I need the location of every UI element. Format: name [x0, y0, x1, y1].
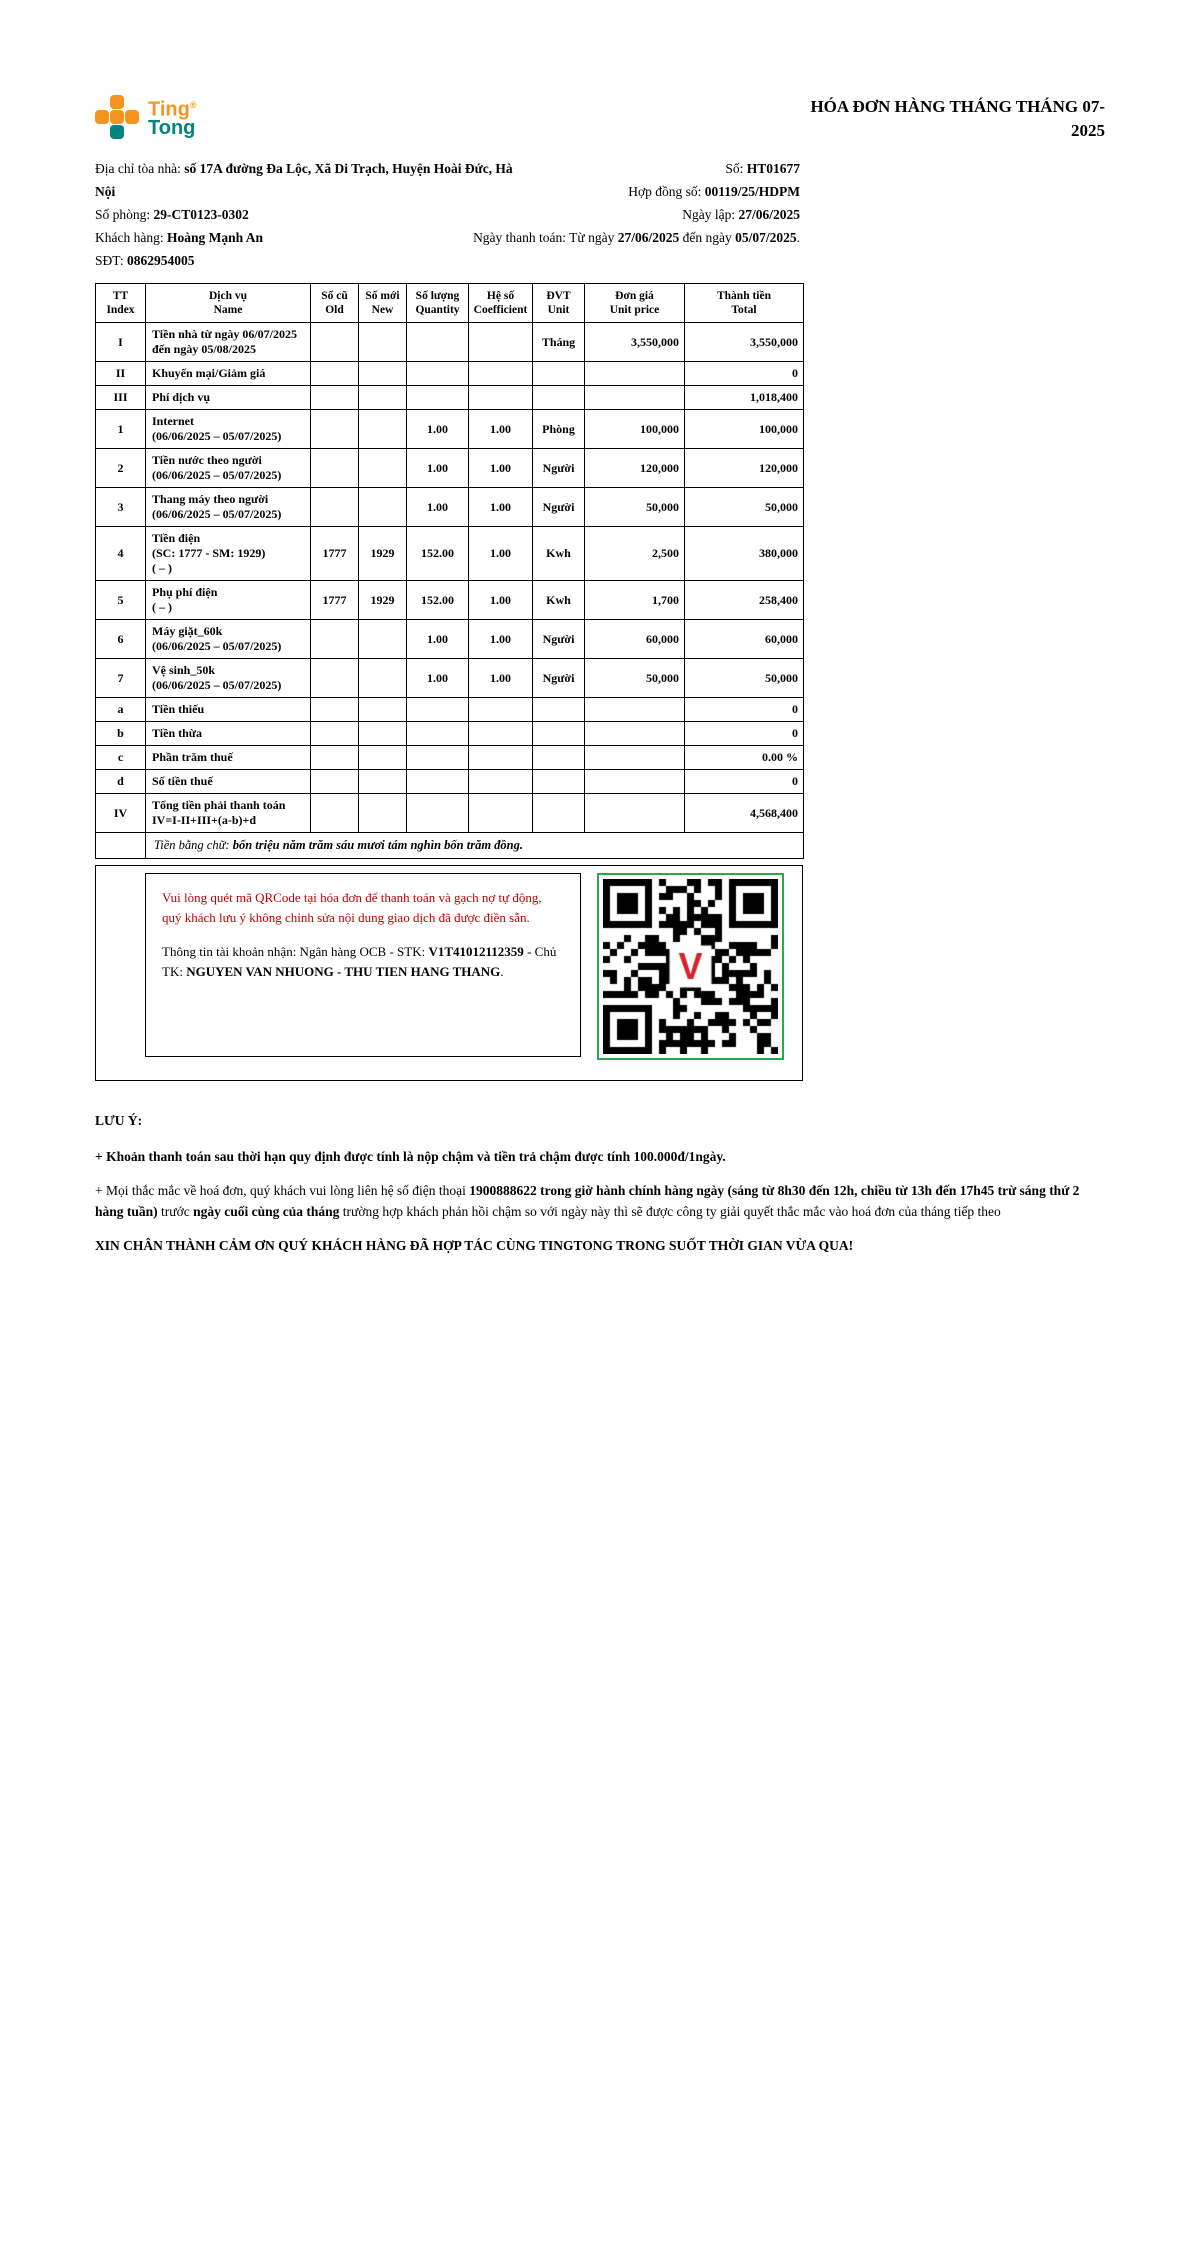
logo-text	[148, 96, 197, 139]
payment-section	[95, 865, 803, 1081]
invoice-title-line1: HÓA ĐƠN HÀNG THÁNG THÁNG 07-	[810, 97, 1105, 116]
cell-coef	[469, 323, 533, 362]
note-paragraph	[95, 1180, 1105, 1222]
column-header: Dịch vụ Name	[146, 284, 311, 323]
text-segment: trước	[157, 1204, 194, 1219]
cell-qty	[407, 794, 469, 833]
cell-name: Tiền điện (SC: 1777 - SM: 1929) ( – )	[146, 527, 311, 581]
cell-unit	[533, 362, 585, 386]
cell-new	[359, 386, 407, 410]
cell-qty	[407, 362, 469, 386]
column-header: Số cũ Old	[311, 284, 359, 323]
amount-in-words-row	[96, 833, 804, 859]
text-segment: Khách hàng:	[95, 230, 167, 245]
table-row	[96, 488, 804, 527]
cell-new	[359, 722, 407, 746]
charges-table	[95, 283, 804, 859]
table-row	[96, 410, 804, 449]
notes-heading: LƯU Ý:	[95, 1113, 143, 1128]
cell-qty: 152.00	[407, 527, 469, 581]
cell-new: 1929	[359, 581, 407, 620]
cell-qty: 152.00	[407, 581, 469, 620]
cell-unit: Phòng	[533, 410, 585, 449]
cell-old	[311, 620, 359, 659]
table-row	[96, 362, 804, 386]
cell-index: 2	[96, 449, 146, 488]
amount-in-words-value: bốn triệu năm trăm sáu mươi tám nghìn bốn trăm đồng.	[232, 838, 524, 852]
text-segment: Hoàng Mạnh An	[166, 230, 264, 245]
qr-code	[603, 879, 778, 1054]
note-paragraph	[95, 1235, 1105, 1256]
logo-ting-label: Ting	[148, 98, 190, 121]
cell-total: 0	[685, 770, 804, 794]
cell-name: Internet (06/06/2025 – 05/07/2025)	[146, 410, 311, 449]
table-row	[96, 794, 804, 833]
cell-price: 1,700	[585, 581, 685, 620]
cell-unit: Kwh	[533, 581, 585, 620]
cell-total: 0	[685, 698, 804, 722]
note-paragraph	[95, 1146, 1105, 1167]
cell-name: Phụ phí điện ( – )	[146, 581, 311, 620]
cell-name: Tiền thiếu	[146, 698, 311, 722]
page-header	[95, 95, 1105, 143]
cell-qty: 1.00	[407, 449, 469, 488]
text-segment: trường hợp khách phản hồi chậm so với ngày này thì sẽ được công ty giải quyết thắc mắc vào hoá đơn của tháng tiếp theo	[339, 1204, 1001, 1219]
cell-coef: 1.00	[469, 410, 533, 449]
cell-qty	[407, 746, 469, 770]
table-row	[96, 620, 804, 659]
cell-unit: Người	[533, 488, 585, 527]
cell-price: 60,000	[585, 620, 685, 659]
cell-old	[311, 488, 359, 527]
cell-unit: Người	[533, 449, 585, 488]
cell-unit: Người	[533, 659, 585, 698]
cell-unit	[533, 794, 585, 833]
text-segment: + Khoản thanh toán sau thời hạn quy định được tính là nộp chậm và tiền trả chậm được tính 100.000đ/1ngày.	[95, 1149, 726, 1164]
cell-index: 4	[96, 527, 146, 581]
cell-qty	[407, 386, 469, 410]
table-row	[96, 386, 804, 410]
cell-price	[585, 722, 685, 746]
cell-coef	[469, 746, 533, 770]
cell-new	[359, 362, 407, 386]
cell-total: 4,568,400	[685, 794, 804, 833]
cell-new	[359, 410, 407, 449]
amount-in-words	[146, 833, 804, 859]
payment-account-text	[162, 942, 564, 982]
table-row	[96, 659, 804, 698]
cell-price	[585, 770, 685, 794]
cell-name: Phí dịch vụ	[146, 386, 311, 410]
cell-index: III	[96, 386, 146, 410]
cell-new: 1929	[359, 527, 407, 581]
cell-new	[359, 488, 407, 527]
text-segment: Thông tin tài khoản nhận: Ngân hàng OCB - STK:	[162, 944, 429, 959]
cell-name: Thang máy theo người (06/06/2025 – 05/07/2025)	[146, 488, 311, 527]
cell-new	[359, 794, 407, 833]
table-row	[96, 770, 804, 794]
cell-old	[311, 698, 359, 722]
logo-square	[125, 110, 139, 124]
cell-price	[585, 746, 685, 770]
cell-qty	[407, 698, 469, 722]
cell-price: 3,550,000	[585, 323, 685, 362]
cell-price: 100,000	[585, 410, 685, 449]
cell-name: Tiền thừa	[146, 722, 311, 746]
text-segment: số 17A đường Đa Lộc, Xã Di Trạch, Huyện Hoài Đức, Hà Nội	[95, 161, 513, 199]
cell-name: Máy giặt_60k (06/06/2025 – 05/07/2025)	[146, 620, 311, 659]
text-segment: Ngày thanh toán: Từ ngày	[473, 230, 618, 245]
amount-in-words-label: Tiền bằng chữ:	[154, 838, 233, 852]
cell-total: 0	[685, 722, 804, 746]
cell-unit: Tháng	[533, 323, 585, 362]
tingtong-plus-icon	[95, 95, 139, 139]
text-segment: đến ngày	[679, 230, 736, 245]
table-row	[96, 527, 804, 581]
info-line	[95, 203, 525, 226]
cell-price	[585, 386, 685, 410]
cell-total: 60,000	[685, 620, 804, 659]
cell-old	[311, 659, 359, 698]
meta-line	[473, 157, 800, 180]
cell-index: 6	[96, 620, 146, 659]
meta-line	[473, 203, 800, 226]
info-line	[95, 226, 525, 249]
info-line	[95, 249, 525, 272]
cell-price: 50,000	[585, 488, 685, 527]
cell-qty	[407, 770, 469, 794]
cell-unit: Người	[533, 620, 585, 659]
cell-name: Tiền nước theo người (06/06/2025 – 05/07/2025)	[146, 449, 311, 488]
cell-old	[311, 386, 359, 410]
text-segment: V1T41012112359	[428, 944, 524, 959]
text-segment: Ngày lập:	[682, 207, 739, 222]
table-header-row	[96, 284, 804, 323]
cell-unit	[533, 746, 585, 770]
cell-index: IV	[96, 794, 146, 833]
cell-total: 0.00 %	[685, 746, 804, 770]
logo-square	[110, 110, 124, 124]
invoice-title	[810, 95, 1105, 143]
cell-total: 100,000	[685, 410, 804, 449]
column-header: TT Index	[96, 284, 146, 323]
payment-instructions-box	[145, 873, 581, 1057]
cell-new	[359, 659, 407, 698]
text-segment: 1900888622 trong giờ hành chính hàng ngày (sáng từ 8h30 đến 12h, chiều từ 13h đến 17h45 trừ sáng thứ 2 hàng tuần)	[95, 1183, 1080, 1219]
text-segment: Số:	[725, 161, 747, 176]
cell-index: c	[96, 746, 146, 770]
cell-old	[311, 722, 359, 746]
cell-price	[585, 698, 685, 722]
cell-coef	[469, 770, 533, 794]
text-segment: .	[500, 964, 504, 979]
cell-old	[311, 410, 359, 449]
logo-word-tong: Tong	[148, 117, 196, 140]
cell-coef: 1.00	[469, 620, 533, 659]
cell-coef	[469, 386, 533, 410]
cell-old: 1777	[311, 581, 359, 620]
logo-square	[110, 95, 124, 109]
cell-qty	[407, 722, 469, 746]
cell-index: a	[96, 698, 146, 722]
cell-new	[359, 746, 407, 770]
cell-index: 3	[96, 488, 146, 527]
text-segment: SĐT:	[95, 253, 127, 268]
cell-index: 7	[96, 659, 146, 698]
text-segment: HT01677	[746, 161, 800, 176]
column-header: Đơn giá Unit price	[585, 284, 685, 323]
cell-name: Phần trăm thuế	[146, 746, 311, 770]
cell-price: 120,000	[585, 449, 685, 488]
table-row	[96, 722, 804, 746]
cell-name: Khuyến mại/Giảm giá	[146, 362, 311, 386]
cell-qty: 1.00	[407, 410, 469, 449]
cell-coef	[469, 362, 533, 386]
payment-warning-text: Vui lòng quét mã QRCode tại hóa đơn để thanh toán và gạch nợ tự động, quý khách lưu ý không chỉnh sửa nội dung giao dịch đã được điền sẵn.	[162, 890, 542, 925]
table-row	[96, 698, 804, 722]
text-segment: NGUYEN VAN NHUONG - THU TIEN HANG THANG	[186, 964, 501, 979]
tingtong-logo	[95, 95, 197, 139]
cell-new	[359, 449, 407, 488]
customer-info-block	[95, 157, 525, 272]
invoice-info	[95, 157, 1105, 275]
cell-index: b	[96, 722, 146, 746]
cell-total: 258,400	[685, 581, 804, 620]
cell-price	[585, 794, 685, 833]
text-segment: Địa chỉ tòa nhà:	[95, 161, 185, 176]
cell-unit	[533, 386, 585, 410]
cell-qty: 1.00	[407, 488, 469, 527]
invoice-title-line2: 2025	[1071, 121, 1105, 140]
cell-price: 50,000	[585, 659, 685, 698]
notes-list	[95, 1146, 1105, 1256]
text-segment: 29-CT0123-0302	[153, 207, 249, 222]
cell-old	[311, 794, 359, 833]
cell-index: 1	[96, 410, 146, 449]
table-body	[96, 323, 804, 833]
cell-new	[359, 770, 407, 794]
cell-name: Tiền nhà từ ngày 06/07/2025 đến ngày 05/08/2025	[146, 323, 311, 362]
cell-unit	[533, 698, 585, 722]
text-segment: - Chủ TK:	[162, 944, 557, 979]
cell-total: 50,000	[685, 488, 804, 527]
cell-index: I	[96, 323, 146, 362]
column-header: Thành tiền Total	[685, 284, 804, 323]
cell-name: Tổng tiền phải thanh toán IV=I-II+III+(a-b)+d	[146, 794, 311, 833]
cell-unit	[533, 770, 585, 794]
qr-code-frame	[597, 873, 784, 1060]
cell-price: 2,500	[585, 527, 685, 581]
cell-coef: 1.00	[469, 659, 533, 698]
text-segment: XIN CHÂN THÀNH CẢM ƠN QUÝ KHÁCH HÀNG ĐÃ HỢP TÁC CÙNG TINGTONG TRONG SUỐT THỜI GIAN VỪA QUA!	[95, 1238, 854, 1253]
table-row	[96, 323, 804, 362]
text-segment: 05/07/2025	[735, 230, 797, 245]
cell-coef	[469, 794, 533, 833]
cell-qty: 1.00	[407, 659, 469, 698]
logo-square-teal	[110, 125, 124, 139]
cell-total: 120,000	[685, 449, 804, 488]
text-segment: Hợp đồng số:	[628, 184, 705, 199]
column-header: Số mới New	[359, 284, 407, 323]
cell-unit	[533, 722, 585, 746]
cell-total: 50,000	[685, 659, 804, 698]
text-segment: 0862954005	[126, 253, 195, 268]
text-segment: 27/06/2025	[617, 230, 680, 245]
cell-old	[311, 746, 359, 770]
cell-coef: 1.00	[469, 488, 533, 527]
text-segment: 27/06/2025	[738, 207, 800, 222]
cell-old	[311, 449, 359, 488]
cell-coef: 1.00	[469, 449, 533, 488]
cell-index: II	[96, 362, 146, 386]
cell-old: 1777	[311, 527, 359, 581]
cell-index: 5	[96, 581, 146, 620]
cell-total: 0	[685, 362, 804, 386]
text-segment: Số phòng:	[95, 207, 154, 222]
meta-line	[473, 180, 800, 203]
notes-section	[95, 1113, 1105, 1256]
column-header: Số lượng Quantity	[407, 284, 469, 323]
cell-old	[311, 323, 359, 362]
text-segment: .	[796, 230, 800, 245]
table-row	[96, 746, 804, 770]
text-segment: ngày cuối cùng của tháng	[193, 1204, 340, 1219]
cell-total: 1,018,400	[685, 386, 804, 410]
text-segment: 00119/25/HDPM	[704, 184, 800, 199]
cell-old	[311, 362, 359, 386]
invoice-meta-block	[473, 157, 800, 249]
cell-total: 380,000	[685, 527, 804, 581]
cell-coef	[469, 722, 533, 746]
text-segment: + Mọi thắc mắc về hoá đơn, quý khách vui lòng liên hệ số điện thoại	[95, 1183, 470, 1198]
cell-new	[359, 323, 407, 362]
cell-qty	[407, 323, 469, 362]
cell-total: 3,550,000	[685, 323, 804, 362]
table-row	[96, 581, 804, 620]
info-line	[95, 157, 525, 203]
cell-old	[311, 770, 359, 794]
cell-qty: 1.00	[407, 620, 469, 659]
cell-name: Số tiền thuế	[146, 770, 311, 794]
cell-name: Vệ sinh_50k (06/06/2025 – 05/07/2025)	[146, 659, 311, 698]
cell-empty	[96, 833, 146, 859]
logo-square	[95, 110, 109, 124]
column-header: Hệ số Coefficient	[469, 284, 533, 323]
cell-new	[359, 698, 407, 722]
cell-coef	[469, 698, 533, 722]
column-header: ĐVT Unit	[533, 284, 585, 323]
cell-new	[359, 620, 407, 659]
logo-word-ting	[148, 96, 197, 120]
cell-unit: Kwh	[533, 527, 585, 581]
cell-price	[585, 362, 685, 386]
cell-index: d	[96, 770, 146, 794]
cell-coef: 1.00	[469, 527, 533, 581]
cell-coef: 1.00	[469, 581, 533, 620]
table-row	[96, 449, 804, 488]
meta-line	[473, 226, 800, 249]
logo-registered-mark: ®	[189, 99, 197, 110]
